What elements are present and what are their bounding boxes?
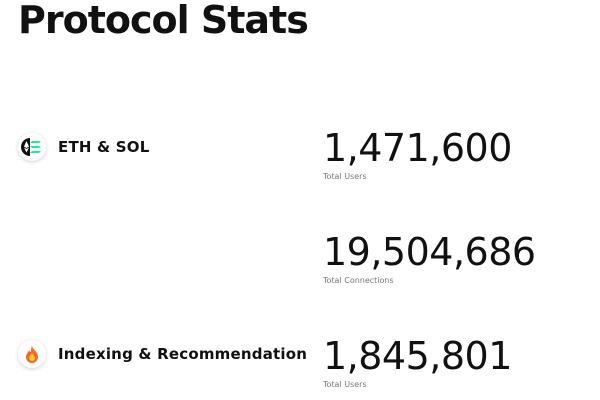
stat-eth-sol-total-users xyxy=(323,126,512,181)
stat-value: 1,845,801 xyxy=(323,334,512,378)
eth-sol-icon-graphic xyxy=(20,137,44,157)
stat-caption: Total Users xyxy=(323,172,367,181)
stat-caption: Total Connections xyxy=(323,276,394,285)
protocol-indexing-recommendation xyxy=(18,340,307,368)
eth-sol-icon xyxy=(18,133,46,161)
protocol-eth-sol xyxy=(18,133,149,161)
fire-icon xyxy=(18,340,46,368)
stat-caption: Total Users xyxy=(323,380,367,389)
fire-icon-graphic xyxy=(24,345,40,363)
stat-value: 1,471,600 xyxy=(323,126,512,170)
protocol-label-eth-sol: ETH & SOL xyxy=(58,138,150,156)
protocol-label-indexing-recommendation: Indexing & Recommendation xyxy=(58,345,308,363)
stat-eth-sol-total-connections xyxy=(323,230,536,285)
stat-value: 19,504,686 xyxy=(323,230,536,274)
page-title: Protocol Stats xyxy=(18,0,308,42)
stat-indexing-total-users xyxy=(323,334,512,389)
